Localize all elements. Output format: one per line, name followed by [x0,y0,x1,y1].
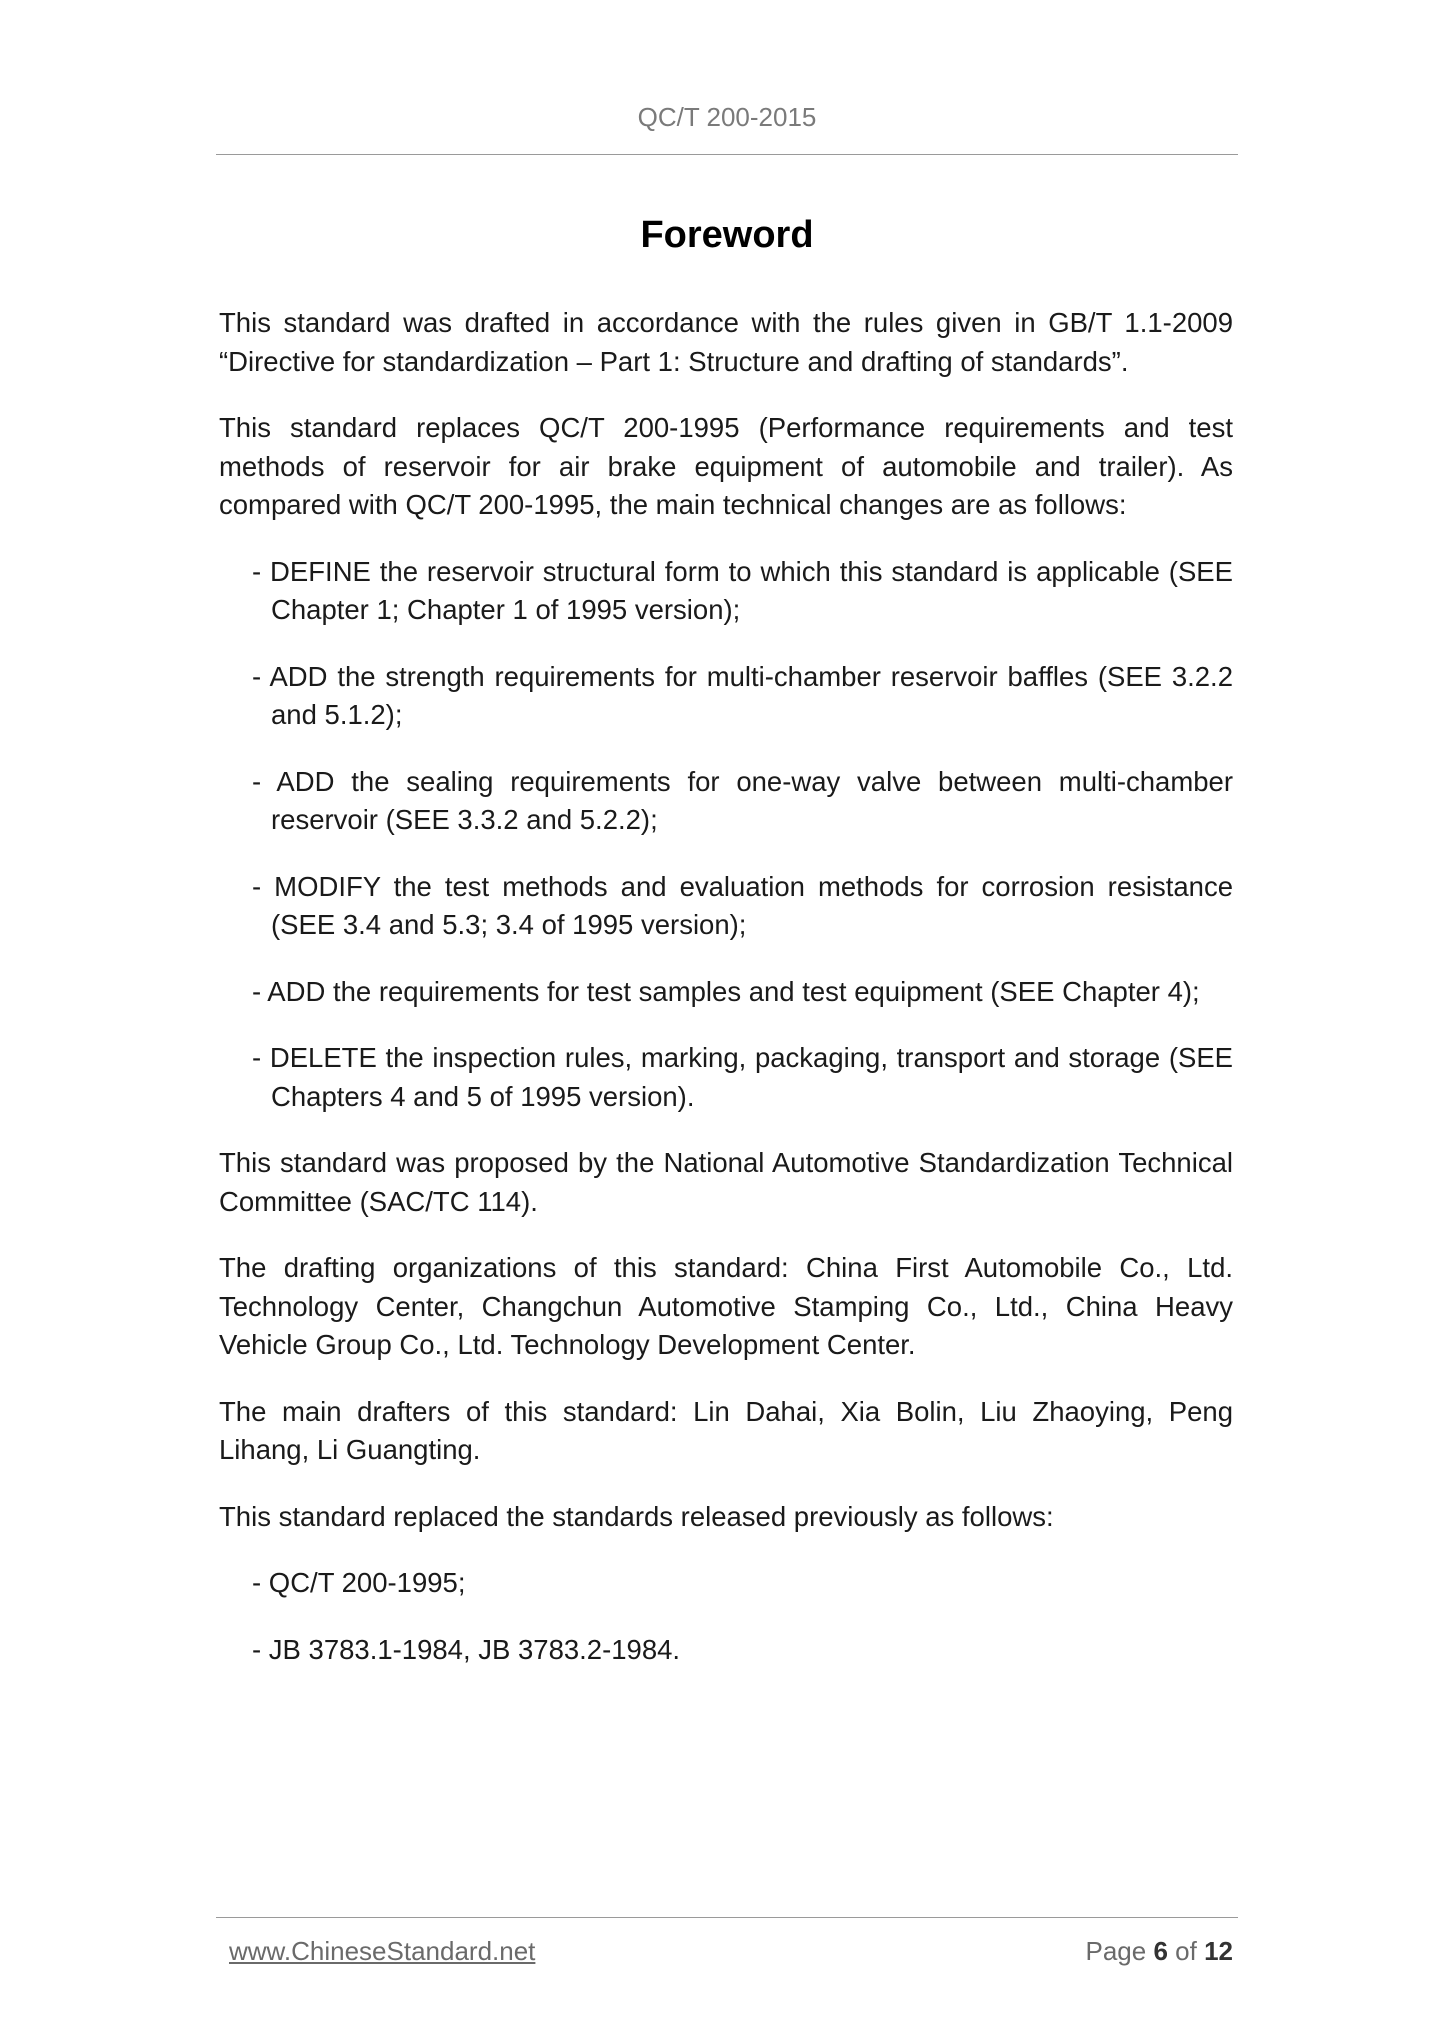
page-label: Page [1085,1936,1147,1966]
list-item: - DELETE the inspection rules, marking, packaging, transport and storage (SEE Chapters 4 and 5 of 1995 version). [252,1042,1233,1112]
document-body [219,304,1233,1697]
list-item: - ADD the sealing requirements for one-way valve between multi-chamber reservoir (SEE 3.3.2 and 5.2.2); [252,765,1233,835]
list-item: - QC/T 200-1995; [252,1567,466,1598]
list-item: - ADD the strength requirements for multi-chamber reservoir baffles (SEE 3.2.2 and 5.1.2); [252,660,1233,730]
website-link[interactable]: www.ChineseStandard.net [229,1936,536,1966]
page-current: 6 [1153,1936,1168,1966]
paragraph-replaces: This standard replaces QC/T 200-1995 (Performance requirements and test methods of reservoir for air brake equipment of automobile and trailer). As compared with QC/T 200-1995, the main technical changes are as follows: [219,412,1233,520]
paragraph-main-drafters: The main drafters of this standard: Lin Dahai, Xia Bolin, Liu Zhaoying, Peng Lihang, Li Guangting. [219,1395,1233,1465]
list-item: - MODIFY the test methods and evaluation methods for corrosion resistance (SEE 3.4 and 5.3; 3.4 of 1995 version); [252,870,1233,940]
page-number [1085,1936,1233,1967]
footer-divider [216,1917,1238,1918]
list-item: - ADD the requirements for test samples and test equipment (SEE Chapter 4); [252,975,1200,1007]
list-item: - DEFINE the reservoir structural form to which this standard is applicable (SEE Chapter 1; Chapter 1 of 1995 version); [252,555,1233,625]
paragraph-replaced-previous: This standard replaced the standards released previously as follows: [219,1500,1054,1532]
list-item: - JB 3783.1-1984, JB 3783.2-1984. [252,1633,681,1665]
header-divider [216,154,1238,155]
replaced-standards-list [219,1564,1233,1669]
paragraph-drafting-rules: This standard was drafted in accordance with the rules given in GB/T 1.1-2009 “Directive for standardization – Part 1: Structure and drafting of standards”. [219,307,1233,377]
page-total: 12 [1204,1936,1233,1966]
paragraph-proposed-by: This standard was proposed by the National Automotive Standardization Technical Committee (SAC/TC 114). [219,1147,1233,1217]
paragraph-drafting-organizations: The drafting organizations of this standard: China First Automobile Co., Ltd. Technology Center, Changchun Automotive Stamping Co., Ltd., China Heavy Vehicle Group Co., Ltd. Technology Development Center. [219,1252,1233,1360]
page-header-doc-id: QC/T 200-2015 [637,102,817,132]
page-of-label: of [1175,1936,1197,1966]
page-title: Foreword [640,214,814,256]
changes-list [219,553,1233,1117]
